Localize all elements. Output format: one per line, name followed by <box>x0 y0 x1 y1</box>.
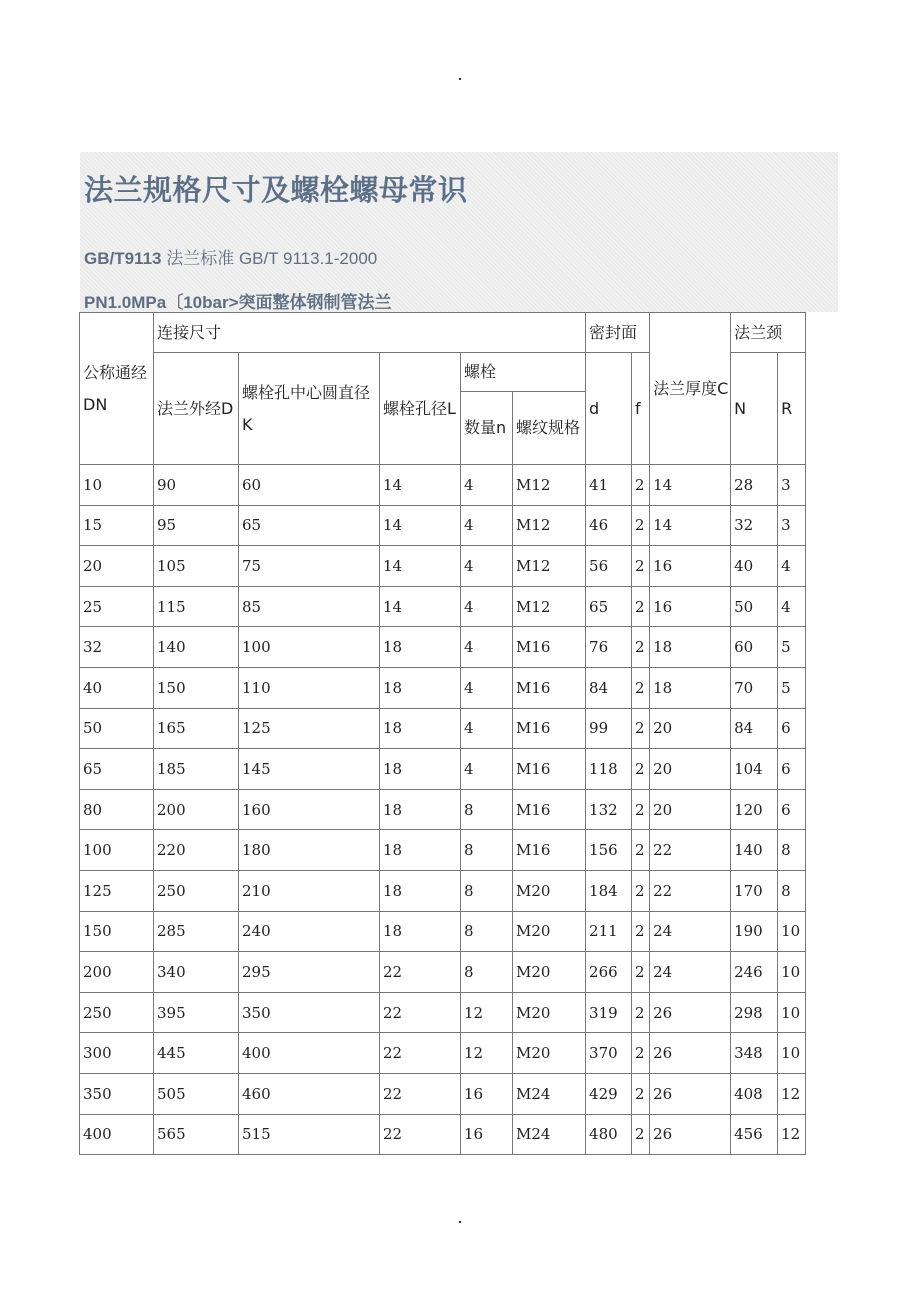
cell-thickness: 26 <box>650 992 731 1033</box>
cell-dn: 80 <box>80 789 154 830</box>
cell-seal-f: 2 <box>632 1033 650 1074</box>
table-body <box>80 465 806 1155</box>
cell-bolt-hole: 18 <box>380 830 461 871</box>
cell-bolt-circle: 295 <box>239 952 380 993</box>
cell-thread-spec: M24 <box>513 1073 586 1114</box>
cell-thickness: 26 <box>650 1114 731 1155</box>
cell-bolt-quantity: 8 <box>461 830 513 871</box>
header-row-1 <box>80 313 806 353</box>
cell-thread-spec: M20 <box>513 992 586 1033</box>
cell-seal-d: 429 <box>586 1073 632 1114</box>
cell-neck-R: 3 <box>778 505 806 546</box>
cell-seal-d: 118 <box>586 749 632 790</box>
cell-outer-diameter: 395 <box>154 992 239 1033</box>
cell-bolt-circle: 100 <box>239 627 380 668</box>
cell-bolt-quantity: 16 <box>461 1114 513 1155</box>
cell-thickness: 14 <box>650 505 731 546</box>
cell-outer-diameter: 505 <box>154 1073 239 1114</box>
cell-bolt-quantity: 4 <box>461 546 513 587</box>
cell-outer-diameter: 340 <box>154 952 239 993</box>
cell-thickness: 14 <box>650 465 731 506</box>
header-bolt: 螺栓 <box>461 353 586 392</box>
cell-thickness: 22 <box>650 870 731 911</box>
cell-neck-N: 104 <box>731 749 778 790</box>
cell-neck-R: 5 <box>778 627 806 668</box>
cell-outer-diameter: 150 <box>154 667 239 708</box>
cell-bolt-hole: 14 <box>380 465 461 506</box>
cell-bolt-hole: 22 <box>380 1073 461 1114</box>
cell-neck-R: 10 <box>778 952 806 993</box>
table-row <box>80 1114 806 1155</box>
table-row <box>80 952 806 993</box>
header-bolt-hole: 螺栓孔径L <box>380 353 461 465</box>
cell-neck-R: 6 <box>778 749 806 790</box>
cell-neck-R: 10 <box>778 911 806 952</box>
page-footer-dot <box>459 1221 461 1223</box>
table-row <box>80 546 806 587</box>
header-sealing-face: 密封面 <box>586 313 650 353</box>
cell-thread-spec: M16 <box>513 749 586 790</box>
cell-bolt-hole: 18 <box>380 627 461 668</box>
cell-seal-d: 46 <box>586 505 632 546</box>
cell-thickness: 20 <box>650 708 731 749</box>
cell-dn: 300 <box>80 1033 154 1074</box>
cell-seal-d: 319 <box>586 992 632 1033</box>
cell-dn: 15 <box>80 505 154 546</box>
cell-dn: 20 <box>80 546 154 587</box>
cell-thread-spec: M12 <box>513 546 586 587</box>
cell-seal-f: 2 <box>632 505 650 546</box>
cell-seal-f: 2 <box>632 708 650 749</box>
cell-thickness: 24 <box>650 952 731 993</box>
cell-neck-N: 60 <box>731 627 778 668</box>
flange-spec-table <box>79 312 806 1155</box>
cell-outer-diameter: 95 <box>154 505 239 546</box>
cell-seal-f: 2 <box>632 992 650 1033</box>
cell-neck-R: 6 <box>778 789 806 830</box>
table-row <box>80 870 806 911</box>
cell-seal-d: 41 <box>586 465 632 506</box>
cell-bolt-quantity: 4 <box>461 586 513 627</box>
cell-neck-R: 10 <box>778 992 806 1033</box>
cell-thickness: 18 <box>650 667 731 708</box>
cell-outer-diameter: 165 <box>154 708 239 749</box>
cell-bolt-hole: 14 <box>380 505 461 546</box>
cell-bolt-quantity: 8 <box>461 952 513 993</box>
standard-line <box>84 244 377 269</box>
cell-dn: 250 <box>80 992 154 1033</box>
cell-thread-spec: M24 <box>513 1114 586 1155</box>
cell-thread-spec: M20 <box>513 870 586 911</box>
table-row <box>80 789 806 830</box>
cell-seal-d: 156 <box>586 830 632 871</box>
cell-thickness: 20 <box>650 789 731 830</box>
cell-dn: 32 <box>80 627 154 668</box>
cell-thickness: 22 <box>650 830 731 871</box>
header-N: N <box>731 353 778 465</box>
header-flange-thickness: 法兰厚度C <box>650 313 731 465</box>
header-thread-spec: 螺纹规格 <box>513 392 586 465</box>
cell-neck-R: 4 <box>778 546 806 587</box>
cell-neck-N: 50 <box>731 586 778 627</box>
page-title: 法兰规格尺寸及螺栓螺母常识 <box>84 173 468 207</box>
cell-outer-diameter: 115 <box>154 586 239 627</box>
cell-bolt-quantity: 12 <box>461 1033 513 1074</box>
cell-bolt-circle: 125 <box>239 708 380 749</box>
cell-outer-diameter: 565 <box>154 1114 239 1155</box>
cell-outer-diameter: 140 <box>154 627 239 668</box>
cell-bolt-hole: 18 <box>380 870 461 911</box>
cell-bolt-circle: 110 <box>239 667 380 708</box>
cell-seal-d: 184 <box>586 870 632 911</box>
cell-outer-diameter: 250 <box>154 870 239 911</box>
cell-thickness: 26 <box>650 1033 731 1074</box>
cell-bolt-quantity: 8 <box>461 789 513 830</box>
cell-neck-N: 32 <box>731 505 778 546</box>
page-header-dot <box>459 78 461 80</box>
header-outer-diameter: 法兰外经D <box>154 353 239 465</box>
header-d: d <box>586 353 632 465</box>
cell-neck-N: 456 <box>731 1114 778 1155</box>
cell-bolt-circle: 210 <box>239 870 380 911</box>
cell-seal-f: 2 <box>632 952 650 993</box>
cell-seal-f: 2 <box>632 1114 650 1155</box>
table-row <box>80 830 806 871</box>
table-row <box>80 465 806 506</box>
header-f: f <box>632 353 650 465</box>
cell-thickness: 16 <box>650 546 731 587</box>
cell-dn: 40 <box>80 667 154 708</box>
cell-thickness: 16 <box>650 586 731 627</box>
cell-neck-R: 8 <box>778 870 806 911</box>
cell-bolt-quantity: 4 <box>461 627 513 668</box>
cell-bolt-quantity: 4 <box>461 465 513 506</box>
cell-thread-spec: M12 <box>513 586 586 627</box>
cell-thickness: 26 <box>650 1073 731 1114</box>
cell-neck-R: 4 <box>778 586 806 627</box>
cell-bolt-circle: 350 <box>239 992 380 1033</box>
cell-thread-spec: M12 <box>513 465 586 506</box>
table-row <box>80 667 806 708</box>
table-row <box>80 911 806 952</box>
cell-neck-N: 40 <box>731 546 778 587</box>
cell-bolt-hole: 14 <box>380 586 461 627</box>
cell-bolt-hole: 14 <box>380 546 461 587</box>
cell-bolt-circle: 75 <box>239 546 380 587</box>
cell-seal-d: 132 <box>586 789 632 830</box>
cell-seal-f: 2 <box>632 1073 650 1114</box>
cell-thickness: 18 <box>650 627 731 668</box>
cell-bolt-quantity: 4 <box>461 708 513 749</box>
cell-bolt-quantity: 8 <box>461 870 513 911</box>
cell-thread-spec: M16 <box>513 667 586 708</box>
cell-seal-f: 2 <box>632 911 650 952</box>
cell-neck-R: 5 <box>778 667 806 708</box>
cell-bolt-hole: 18 <box>380 708 461 749</box>
cell-neck-R: 6 <box>778 708 806 749</box>
cell-seal-f: 2 <box>632 546 650 587</box>
cell-dn: 50 <box>80 708 154 749</box>
cell-thread-spec: M16 <box>513 627 586 668</box>
cell-thickness: 20 <box>650 749 731 790</box>
cell-neck-R: 3 <box>778 465 806 506</box>
cell-bolt-circle: 145 <box>239 749 380 790</box>
cell-neck-N: 84 <box>731 708 778 749</box>
cell-thread-spec: M20 <box>513 952 586 993</box>
cell-dn: 10 <box>80 465 154 506</box>
cell-neck-N: 408 <box>731 1073 778 1114</box>
cell-dn: 125 <box>80 870 154 911</box>
table-row <box>80 1073 806 1114</box>
cell-bolt-circle: 515 <box>239 1114 380 1155</box>
cell-bolt-circle: 160 <box>239 789 380 830</box>
cell-bolt-quantity: 4 <box>461 749 513 790</box>
cell-seal-d: 65 <box>586 586 632 627</box>
cell-dn: 400 <box>80 1114 154 1155</box>
table-row <box>80 749 806 790</box>
cell-neck-N: 298 <box>731 992 778 1033</box>
header-quantity: 数量n <box>461 392 513 465</box>
cell-bolt-quantity: 8 <box>461 911 513 952</box>
cell-bolt-hole: 22 <box>380 1033 461 1074</box>
cell-seal-d: 84 <box>586 667 632 708</box>
cell-outer-diameter: 220 <box>154 830 239 871</box>
cell-seal-f: 2 <box>632 870 650 911</box>
cell-neck-R: 12 <box>778 1073 806 1114</box>
cell-bolt-hole: 18 <box>380 789 461 830</box>
cell-bolt-circle: 180 <box>239 830 380 871</box>
cell-seal-f: 2 <box>632 627 650 668</box>
table-row <box>80 992 806 1033</box>
cell-outer-diameter: 445 <box>154 1033 239 1074</box>
cell-neck-R: 10 <box>778 1033 806 1074</box>
header-nominal-diameter: 公称通经DN <box>80 313 154 465</box>
cell-outer-diameter: 200 <box>154 789 239 830</box>
cell-bolt-circle: 240 <box>239 911 380 952</box>
standard-code: GB/T9113 <box>84 249 162 268</box>
cell-bolt-hole: 22 <box>380 1114 461 1155</box>
cell-outer-diameter: 90 <box>154 465 239 506</box>
cell-bolt-circle: 460 <box>239 1073 380 1114</box>
cell-seal-f: 2 <box>632 789 650 830</box>
cell-seal-f: 2 <box>632 586 650 627</box>
cell-neck-N: 28 <box>731 465 778 506</box>
cell-thread-spec: M16 <box>513 708 586 749</box>
cell-seal-f: 2 <box>632 749 650 790</box>
cell-bolt-circle: 65 <box>239 505 380 546</box>
cell-dn: 350 <box>80 1073 154 1114</box>
cell-outer-diameter: 105 <box>154 546 239 587</box>
cell-seal-f: 2 <box>632 830 650 871</box>
cell-outer-diameter: 285 <box>154 911 239 952</box>
cell-bolt-circle: 60 <box>239 465 380 506</box>
cell-neck-N: 348 <box>731 1033 778 1074</box>
cell-bolt-hole: 22 <box>380 952 461 993</box>
cell-thread-spec: M20 <box>513 1033 586 1074</box>
cell-neck-N: 170 <box>731 870 778 911</box>
cell-neck-N: 140 <box>731 830 778 871</box>
cell-seal-d: 99 <box>586 708 632 749</box>
cell-seal-d: 266 <box>586 952 632 993</box>
cell-seal-d: 370 <box>586 1033 632 1074</box>
cell-neck-R: 8 <box>778 830 806 871</box>
cell-bolt-quantity: 4 <box>461 505 513 546</box>
cell-seal-d: 480 <box>586 1114 632 1155</box>
cell-bolt-hole: 18 <box>380 749 461 790</box>
standard-text: 法兰标准 GB/T 9113.1-2000 <box>161 249 378 268</box>
table-row <box>80 1033 806 1074</box>
cell-seal-f: 2 <box>632 465 650 506</box>
header-bolt-circle: 螺栓孔中心圆直径K <box>239 353 380 465</box>
cell-neck-N: 70 <box>731 667 778 708</box>
cell-outer-diameter: 185 <box>154 749 239 790</box>
table-row <box>80 627 806 668</box>
cell-bolt-circle: 85 <box>239 586 380 627</box>
pressure-line: PN1.0MPa〔10bar>突面整体钢制管法兰 <box>84 293 392 312</box>
cell-bolt-quantity: 12 <box>461 992 513 1033</box>
cell-neck-R: 12 <box>778 1114 806 1155</box>
cell-bolt-hole: 22 <box>380 992 461 1033</box>
cell-bolt-hole: 18 <box>380 911 461 952</box>
cell-bolt-quantity: 4 <box>461 667 513 708</box>
cell-bolt-quantity: 16 <box>461 1073 513 1114</box>
header-R: R <box>778 353 806 465</box>
cell-dn: 25 <box>80 586 154 627</box>
cell-thread-spec: M16 <box>513 789 586 830</box>
cell-neck-N: 246 <box>731 952 778 993</box>
cell-dn: 200 <box>80 952 154 993</box>
table-row <box>80 708 806 749</box>
cell-seal-f: 2 <box>632 667 650 708</box>
cell-dn: 150 <box>80 911 154 952</box>
cell-bolt-circle: 400 <box>239 1033 380 1074</box>
cell-neck-N: 120 <box>731 789 778 830</box>
table-row <box>80 505 806 546</box>
cell-thread-spec: M16 <box>513 830 586 871</box>
cell-seal-d: 76 <box>586 627 632 668</box>
cell-seal-d: 211 <box>586 911 632 952</box>
cell-neck-N: 190 <box>731 911 778 952</box>
header-connection-dims: 连接尺寸 <box>154 313 586 353</box>
cell-seal-d: 56 <box>586 546 632 587</box>
cell-dn: 100 <box>80 830 154 871</box>
header-flange-neck: 法兰颈 <box>731 313 806 353</box>
cell-bolt-hole: 18 <box>380 667 461 708</box>
table-row <box>80 586 806 627</box>
cell-thread-spec: M12 <box>513 505 586 546</box>
cell-thread-spec: M20 <box>513 911 586 952</box>
cell-dn: 65 <box>80 749 154 790</box>
cell-thickness: 24 <box>650 911 731 952</box>
